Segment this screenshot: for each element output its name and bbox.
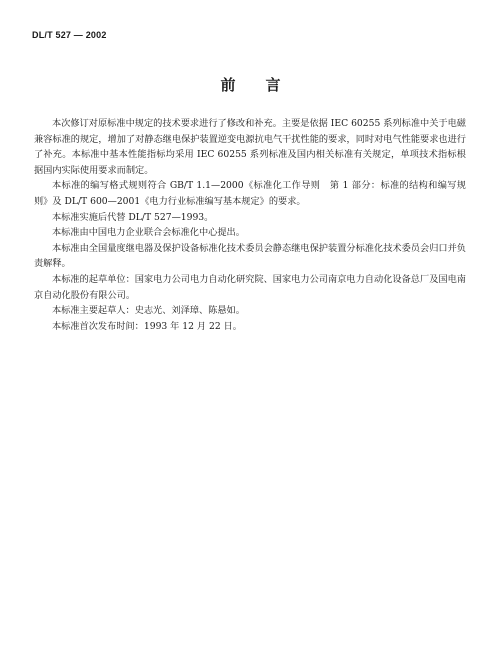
paragraph-administered-by: 本标准由全国量度继电器及保护设备标准化技术委员会静态继电保护装置分标准化技术委员会归口并负责解释。 (34, 242, 466, 270)
foreword-body (34, 116, 466, 334)
document-code: DL/T 527 — 2002 (32, 30, 107, 40)
paragraph-first-release: 本标准首次发布时间：1993 年 12 月 22 日。 (52, 320, 242, 332)
paragraph-replaces: 本标准实施后代替 DL/T 527—1993。 (52, 211, 214, 223)
paragraph-proposed-by: 本标准由中国电力企业联合会标准化中心提出。 (52, 227, 245, 239)
paragraph-format-rules: 本标准的编写格式规则符合 GB/T 1.1—2000《标准化工作导则 第 1 部分：标准的结构和编写规则》及 DL/T 600—2001《电力行业标准编写基本规定》的要求。 (34, 180, 466, 207)
paragraph-revision-summary: 本次修订对原标准中规定的技术要求进行了修改和补充。主要是依据 IEC 60255 系列标准中关于电磁兼容标准的规定，增加了对静态继电保护装置逆变电源抗电气干扰性能的要求，同时对电气性能要求也进行了补充。本标准中基本性能指标均采用 IEC 60255 系列标准及国内相关标准有关规定，单项技术指标根据国内实际使用要求而制定。 (34, 118, 466, 176)
page-title: 前言 (220, 76, 311, 94)
paragraph-main-drafters: 本标准主要起草人：史志光、刘泽璋、陈悬如。 (52, 305, 245, 317)
paragraph-drafting-units: 本标准的起草单位：国家电力公司电力自动化研究院、国家电力公司南京电力自动化设备总厂及国电南京自动化股份有限公司。 (34, 273, 466, 301)
